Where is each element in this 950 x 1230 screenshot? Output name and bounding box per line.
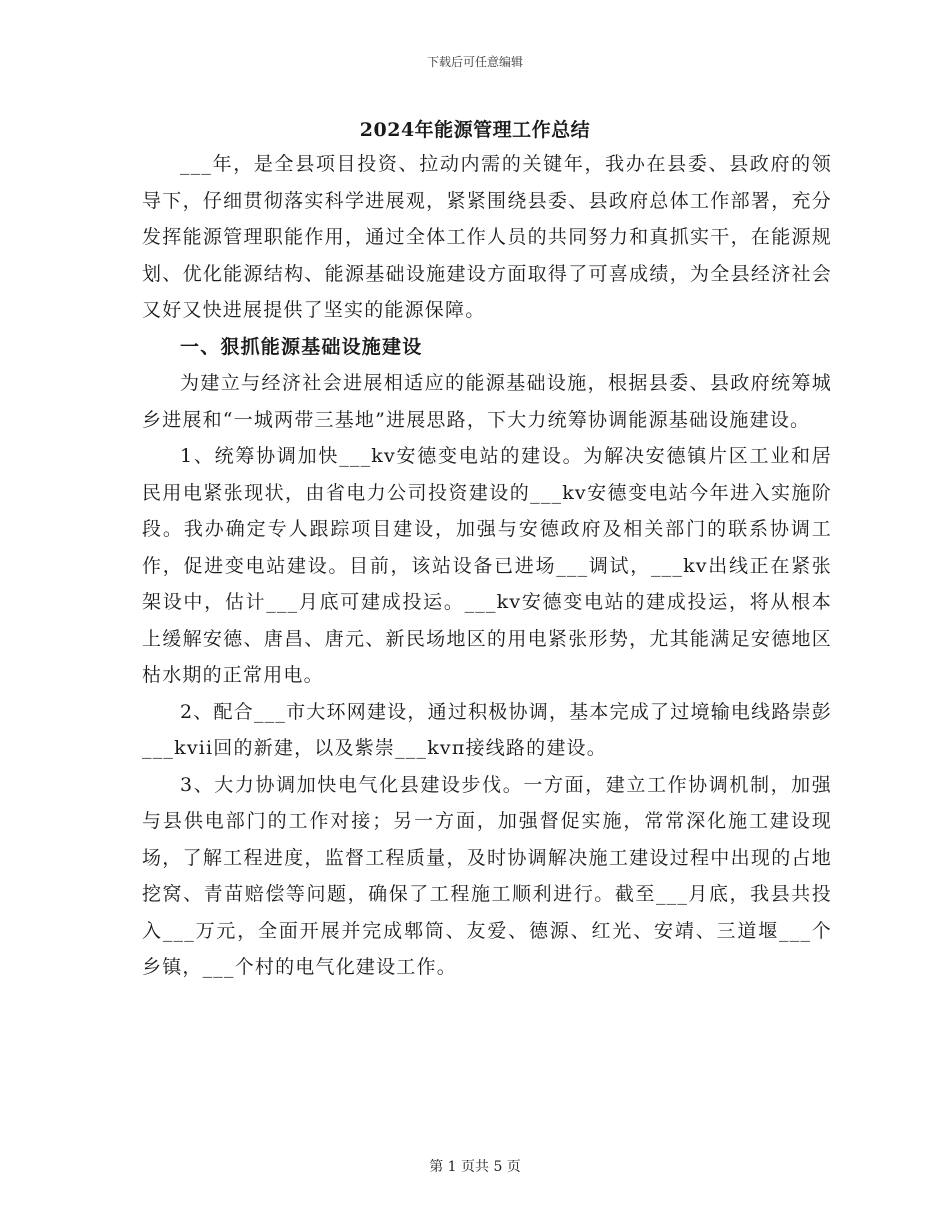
- item-3-paragraph: 3、大力协调加快电气化县建设步伐。一方面，建立工作协调机制，加强与县供电部门的工作对接；另一方面，加强督促实施，常常深化施工建设现场，了解工程进度，监督工程质量，及时协调解决施工建设过程中出现的占地挖窝、青苗赔偿等问题，确保了工程施工顺利进行。截至___月底，我县共投入___万元，全面开展并完成郫筒、友爱、德源、红光、安靖、三道堰___个乡镇，___个村的电气化建设工作。: [142, 773, 832, 978]
- document-title: 2024年能源管理工作总结: [359, 119, 591, 141]
- page-number: 第 1 页共 5 页: [429, 1159, 521, 1175]
- document-body: [142, 146, 832, 986]
- header-note: 下载后可任意编辑: [426, 55, 523, 69]
- item-2-paragraph: 2、配合___市大环网建设，通过积极协调，基本完成了过境输电线路崇彭___kvii回的新建，以及紫崇___kvπ接线路的建设。: [142, 700, 832, 759]
- section-heading: 一、狠抓能源基础设施建设: [180, 335, 423, 358]
- intro-paragraph: ___年，是全县项目投资、拉动内需的关键年，我办在县委、县政府的领导下，仔细贯彻落实科学进展观，紧紧围绕县委、县政府总体工作部署，充分发挥能源管理职能作用，通过全体工作人员的共同努力和真抓实干，在能源规划、优化能源结构、能源基础设施建设方面取得了可喜成绩，为全县经济社会又好又快进展提供了坚实的能源保障。: [142, 153, 832, 321]
- item-1-paragraph: 1、统筹协调加快___kv安德变电站的建设。为解决安德镇片区工业和居民用电紧张现状，由省电力公司投资建设的___kv安德变电站今年进入实施阶段。我办确定专人跟踪项目建设，加强与安德政府及相关部门的联系协调工作，促进变电站建设。目前，该站设备已进场___调试，___kv出线正在紧张架设中，估计___月底可建成投运。___kv安德变电站的建成投运，将从根本上缓解安德、唐昌、唐元、新民场地区的用电紧张形势，尤其能满足安德地区枯水期的正常用电。: [142, 445, 832, 686]
- section-intro-paragraph: 为建立与经济社会进展相适应的能源基础设施，根据县委、县政府统筹城乡进展和“一城两带三基地”进展思路，下大力统筹协调能源基础设施建设。: [142, 372, 832, 431]
